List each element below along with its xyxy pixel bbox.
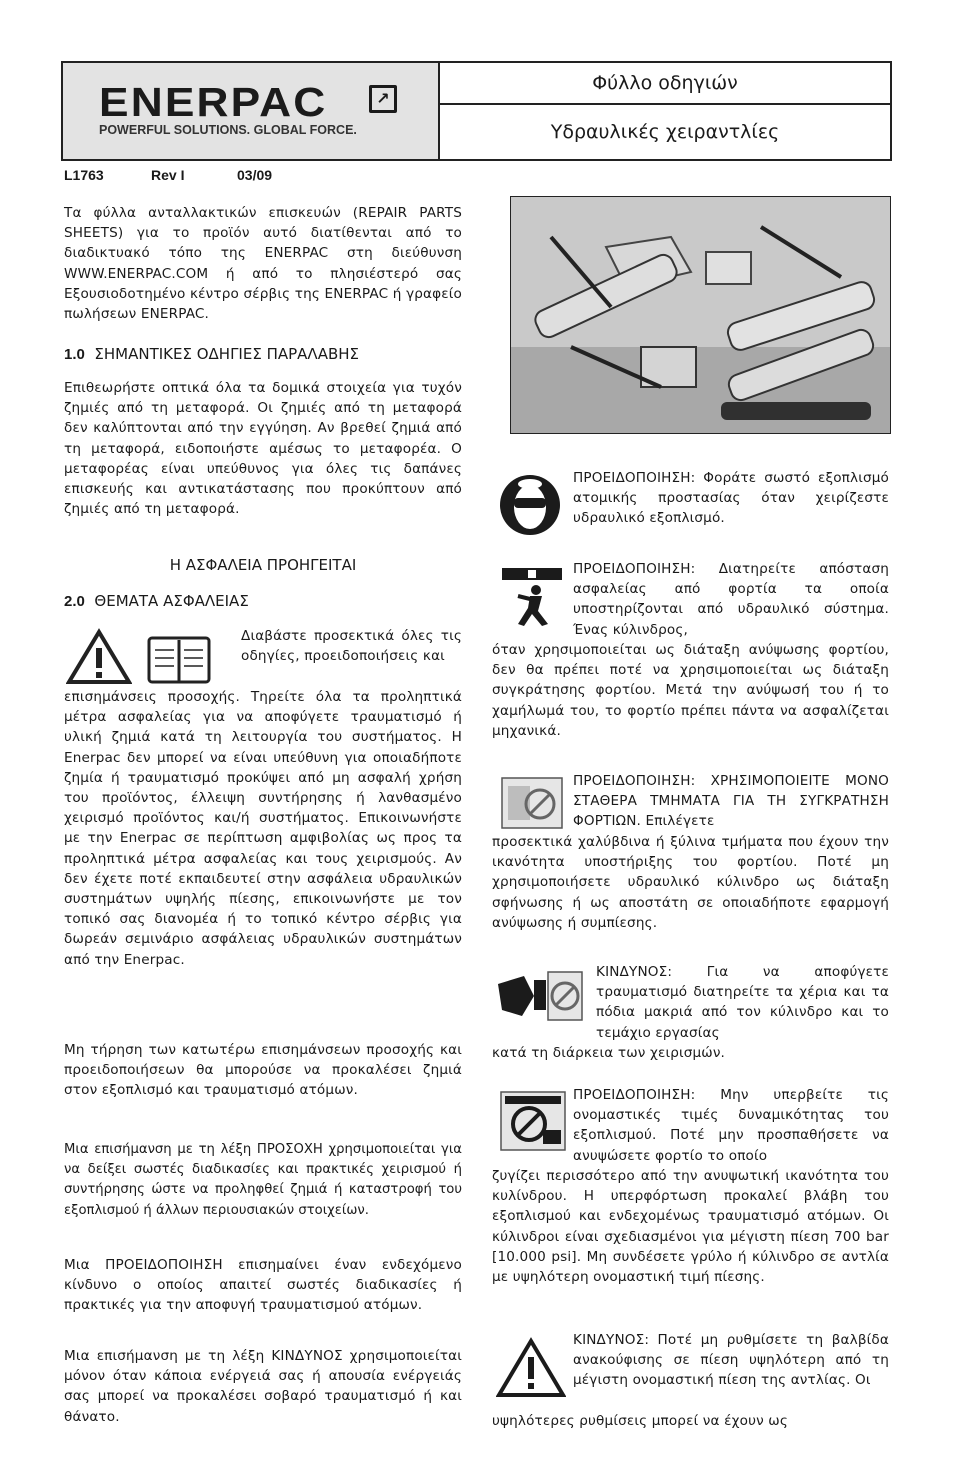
warning-triangle-icon: [66, 628, 132, 686]
read-instructions-lead: Διαβάστε προσεκτικά όλες τις οδηγίες, προειδοποιήσεις και: [241, 628, 462, 665]
warning-fixed-parts-lead: ΠΡΟΕΙΔΟΠΟΙΗΣΗ: ΧΡΗΣΙΜΟΠΟΙΕΙΤΕ ΜΟΝΟ ΣΤΑΘΕΡΑ ΤΜΗΜΑΤΑ ΓΙΑ ΤΗ ΣΥΓΚΡΑΤΗΣΗ ΦΟΡΤΙΩΝ. Επιλέγετε: [573, 773, 889, 830]
face-shield-ppe-icon: [498, 474, 562, 536]
danger-hands-lead: ΚΙΝΔΥΝΟΣ: Για να αποφύγετε τραυματισμό διατηρείτε τα χέρια και τα πόδια μακριά από τον κύλινδρο και το τεμάχιο εργασίας: [596, 964, 889, 1041]
support-blocks-icon: [500, 774, 564, 832]
danger-hands-body: κατά τη διάρκεια των χειρισμών.: [492, 1045, 726, 1061]
hand-pumps-illustration: [511, 197, 891, 434]
warning-load-lead: ΠΡΟΕΙΔΟΠΟΙΗΣΗ: Διατηρείτε απόσταση ασφαλείας από φορτία τα οποία υποστηρίζονται από υδραυλικό σύστημα. Ένας κύλινδρος,: [573, 561, 889, 638]
logo-box: [63, 63, 440, 159]
document-header: [61, 61, 892, 161]
intro-paragraph: Τα φύλλα ανταλλακτικών επισκευών (REPAIR PARTS SHEETS) για το προϊόν αυτό διατίθενται από το διαδικτυακό τόπο της ENERPAC στη διεύθυνση WWW.ENERPAC.COM ή από το πλησιέστερό σας Εξουσιοδοτημένο κέντρο σέρβις της ENERPAC ή γραφείο πωλήσεων ENERPAC.: [64, 205, 462, 323]
section-2-number: 2.0: [64, 593, 85, 610]
section-1-body: Επιθεωρήστε οπτικά όλα τα δομικά στοιχεία για τυχόν ζημιές από τη μεταφορά. Οι ζημιές από τη μεταφορά δεν καλύπτονται από την εγγύηση. Αν βρεθεί ζημιά από τη μεταφορά, ειδοποιήστε αμέσως το μεταφορέα. Ο μεταφορέας είναι υπεύθυνος για όλες τις δαπάνες επισκευής και αντικατάστασης που προκύπτουν από ζημιές από τη μεταφορά.: [64, 380, 462, 518]
danger-relief-valve-lead: ΚΙΝΔΥΝΟΣ: Ποτέ μη ρυθμίσετε τη βαλβίδα ανακούφισης σε πίεση υψηλότερη από τη μέγιστη ονομαστική πίεση της αντλίας. Οι: [573, 1332, 889, 1389]
enerpac-mark-icon: ↗: [369, 85, 397, 113]
warning-capacity-body: ζυγίζει περισσότερο από την ανυψωτική ικανότητα του κυλίνδρου. Η υπερφόρτωση προκαλεί βλάβη του εξοπλισμού και ενδεχομένως τραυματισμό ατόμων. Οι κύλινδροι είναι σχεδιασμένοι για μέγιστη πίεση 700 bar [10.000 psi]. Μη συνδέσετε γρύλο ή κύλινδρο σε αντλία με υψηλότερη ονομαστική τιμή πίεσης.: [492, 1168, 889, 1286]
section-1-heading: [64, 345, 359, 363]
document-date: 03/09: [237, 167, 273, 183]
overload-capacity-icon: [499, 1090, 567, 1152]
warning-load-body: όταν χρησιμοποιείται ως διάταξη ανύψωσης φορτίου, δεν θα πρέπει ποτέ να χρησιμοποιείται ως διάταξη συγκράτησης φορτίου. Μετά την ανύψωσή του ή το χαμήλωμά του, το φορτίο πρέπει πάντα να ασφαλίζεται μηχανικά.: [492, 642, 889, 739]
section-1-title: ΣΗΜΑΝΤΙΚΕΣ ΟΔΗΓΙΕΣ ΠΑΡΑΛΑΒΗΣ: [94, 345, 360, 363]
document-revision: Rev I: [151, 167, 185, 183]
document-reference: [64, 167, 272, 183]
document-subtitle: Υδραυλικές χειραντλίες: [550, 121, 780, 143]
read-instructions-body: επισημάνσεις προσοχής. Τηρείτε όλα τα προληπτικά μέτρα ασφαλείας για να αποφύγετε τραυματισμό ή υλική ζημιά κατά τη λειτουργία του συστήματος. Η Enerpac δεν μπορεί να είναι υπεύθυνη για οποιαδήποτε ζημία ή τραυματισμό προκύψει από μη ασφαλή χρήση του προϊόντος, έλλειψη συντήρησης ή λανθασμένο χειρισμό προϊόντος και/ή συστήματος. Επικοινωνήστε με την Enerpac σε περίπτωση αμφιβολίας ως προς τα προληπτικά μέτρα ασφαλείας και τους χειρισμούς. Αν δεν έχετε ποτέ εκπαιδευτεί στην ασφάλεια υδραυλικών συστημάτων υψηλής πίεσης, επικοινωνήστε με τον τοπικό σας διανομέα ή το τοπικό κέντρο σέρβις για δωρεάν σεμινάριο ασφάλειας υδραυλικών συστημάτων από την Enerpac.: [64, 689, 462, 968]
section-2-paragraph-2: Μη τήρηση των κατωτέρω επισημάνσεων προσοχής και προειδοποιήσεων θα μπορούσε να προκαλέσει ζημιά στον εξοπλισμό και τραυματισμό ατόμων.: [64, 1042, 462, 1099]
section-2-title: ΘΕΜΑΤΑ ΑΣΦΑΛΕΙΑΣ: [94, 592, 249, 610]
warning-capacity-lead: ΠΡΟΕΙΔΟΠΟΙΗΣΗ: Μην υπερβείτε τις ονομαστικές τιμές δυναμικότητας του εξοπλισμού. Ποτέ μην προσπαθήσετε να ανυψώσετε φορτίο το οποίο: [573, 1087, 889, 1164]
section-2-warning-definition: Μια ΠΡΟΕΙΔΟΠΟΙΗΣΗ επισημαίνει έναν ενδεχόμενο κίνδυνο ο οποίος απαιτεί σωστές διαδικασίες ή πρακτικές για την αποφυγή τραυματισμού ατόμων.: [64, 1257, 462, 1314]
danger-triangle-icon: [496, 1337, 566, 1399]
document-title: Φύλλο οδηγιών: [440, 63, 890, 105]
danger-relief-valve-body: υψηλότερες ρυθμίσεις μπορεί να έχουν ως: [492, 1413, 788, 1429]
read-manual-book-icon: [146, 635, 212, 685]
falling-load-icon: [500, 566, 564, 628]
warning-ppe-text: ΠΡΟΕΙΔΟΠΟΙΗΣΗ: Φοράτε σωστό εξοπλισμό ατομικής προστασίας όταν χειρίζεστε υδραυλικό εξοπλισμό.: [573, 470, 889, 527]
section-2-caution-definition: Μια επισήμανση με τη λέξη ΠΡΟΣΟΧΗ χρησιμοποιείται για να δείξει σωστές διαδικασίες και πρακτικές χειρισμού ή συντήρησης ώστε να προληφθεί ζημιά ή καταστροφή του εξοπλισμού ή άλλων περιουσιακών στοιχείων.: [64, 1142, 462, 1218]
warning-fixed-parts-body: προσεκτικά χαλύβδινα ή ξύλινα τμήματα που έχουν την ικανότητα υποστήριξης του φορτίου. Ποτέ μη χρησιμοποιήσετε υδραυλικό κύλινδρο ως διάταξη σφήνωσης ή ως αποστάτη σε οποιαδήποτε εφαρμογή ανύψωσης ή συμπίεσης.: [492, 834, 889, 931]
section-1-number: 1.0: [64, 346, 85, 363]
section-2-heading: [64, 592, 249, 610]
hand-crush-hazard-icon: [494, 966, 586, 1024]
title-column: [440, 63, 890, 159]
hand-pumps-photo: [510, 196, 891, 434]
tagline: POWERFUL SOLUTIONS. GLOBAL FORCE.: [99, 123, 357, 137]
enerpac-logo: ENERPAC: [99, 79, 328, 125]
section-2-danger-definition: Μια επισήμανση με τη λέξη ΚΙΝΔΥΝΟΣ χρησιμοποιείται μόνον όταν κάποια ενέργειά σας ή απουσία ενέργειάς σας μπορεί να προκαλέσει σοβαρό τραυματισμό ή και θάνατο.: [64, 1348, 462, 1425]
safety-first-heading: Η ΑΣΦΑΛΕΙΑ ΠΡΟΗΓΕΙΤΑΙ: [169, 556, 357, 574]
document-number: L1763: [64, 167, 104, 183]
